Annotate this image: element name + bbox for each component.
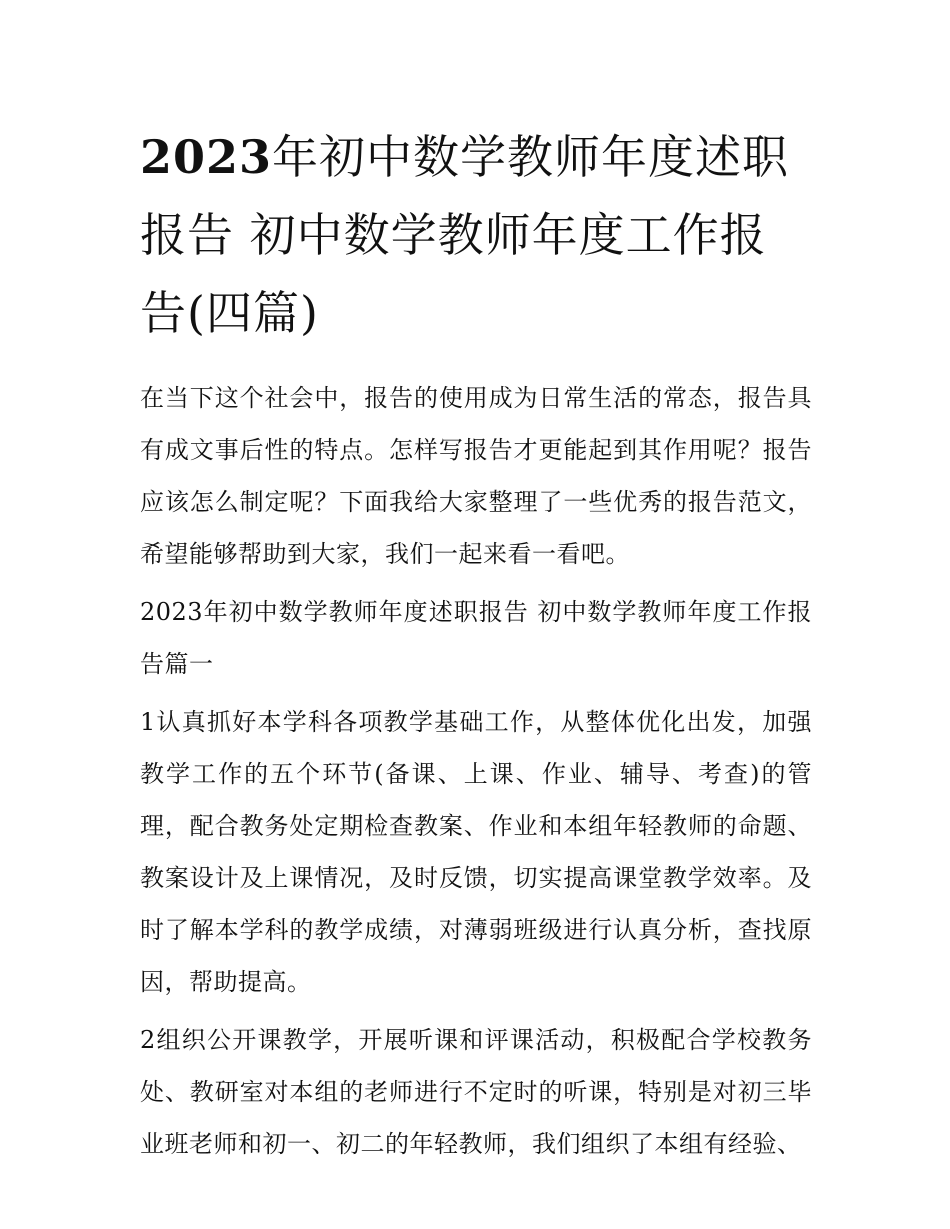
intro-paragraph: 在当下这个社会中，报告的使用成为日常生活的常态，报告具有成文事后性的特点。怎样写报告才更能起到其作用呢？报告应该怎么制定呢？下面我给大家整理了一些优秀的报告范文，希望能够帮助到大家，我们一起来看一看吧。 — [140, 384, 812, 568]
section-heading: 2023年初中数学教师年度述职报告 初中数学教师年度工作报告篇一 — [140, 598, 812, 678]
title-text: 年初中数学教师年度述职报告 初中数学教师年度工作报告(四篇) — [140, 130, 790, 340]
document-page — [140, 118, 812, 1170]
body-paragraph-1: 1认真抓好本学科各项教学基础工作，从整体优化出发，加强教学工作的五个环节(备课、上课、作业、辅导、考查)的管理，配合教务处定期检查教案、作业和本组年轻教师的命题、教案设计及上课情况，及时反馈，切实提高课堂教学效率。及时了解本学科的教学成绩，对薄弱班级进行认真分析，查找原因，帮助提高。 — [140, 708, 812, 996]
document-title — [140, 118, 812, 352]
body-paragraph-2: 2组织公开课教学，开展听课和评课活动，积极配合学校教务处、教研室对本组的老师进行不定时的听课，特别是对初三毕业班老师和初一、初二的年轻教师，我们组织了本组有经验、 — [140, 1026, 812, 1158]
title-year: 2023 — [140, 130, 273, 184]
